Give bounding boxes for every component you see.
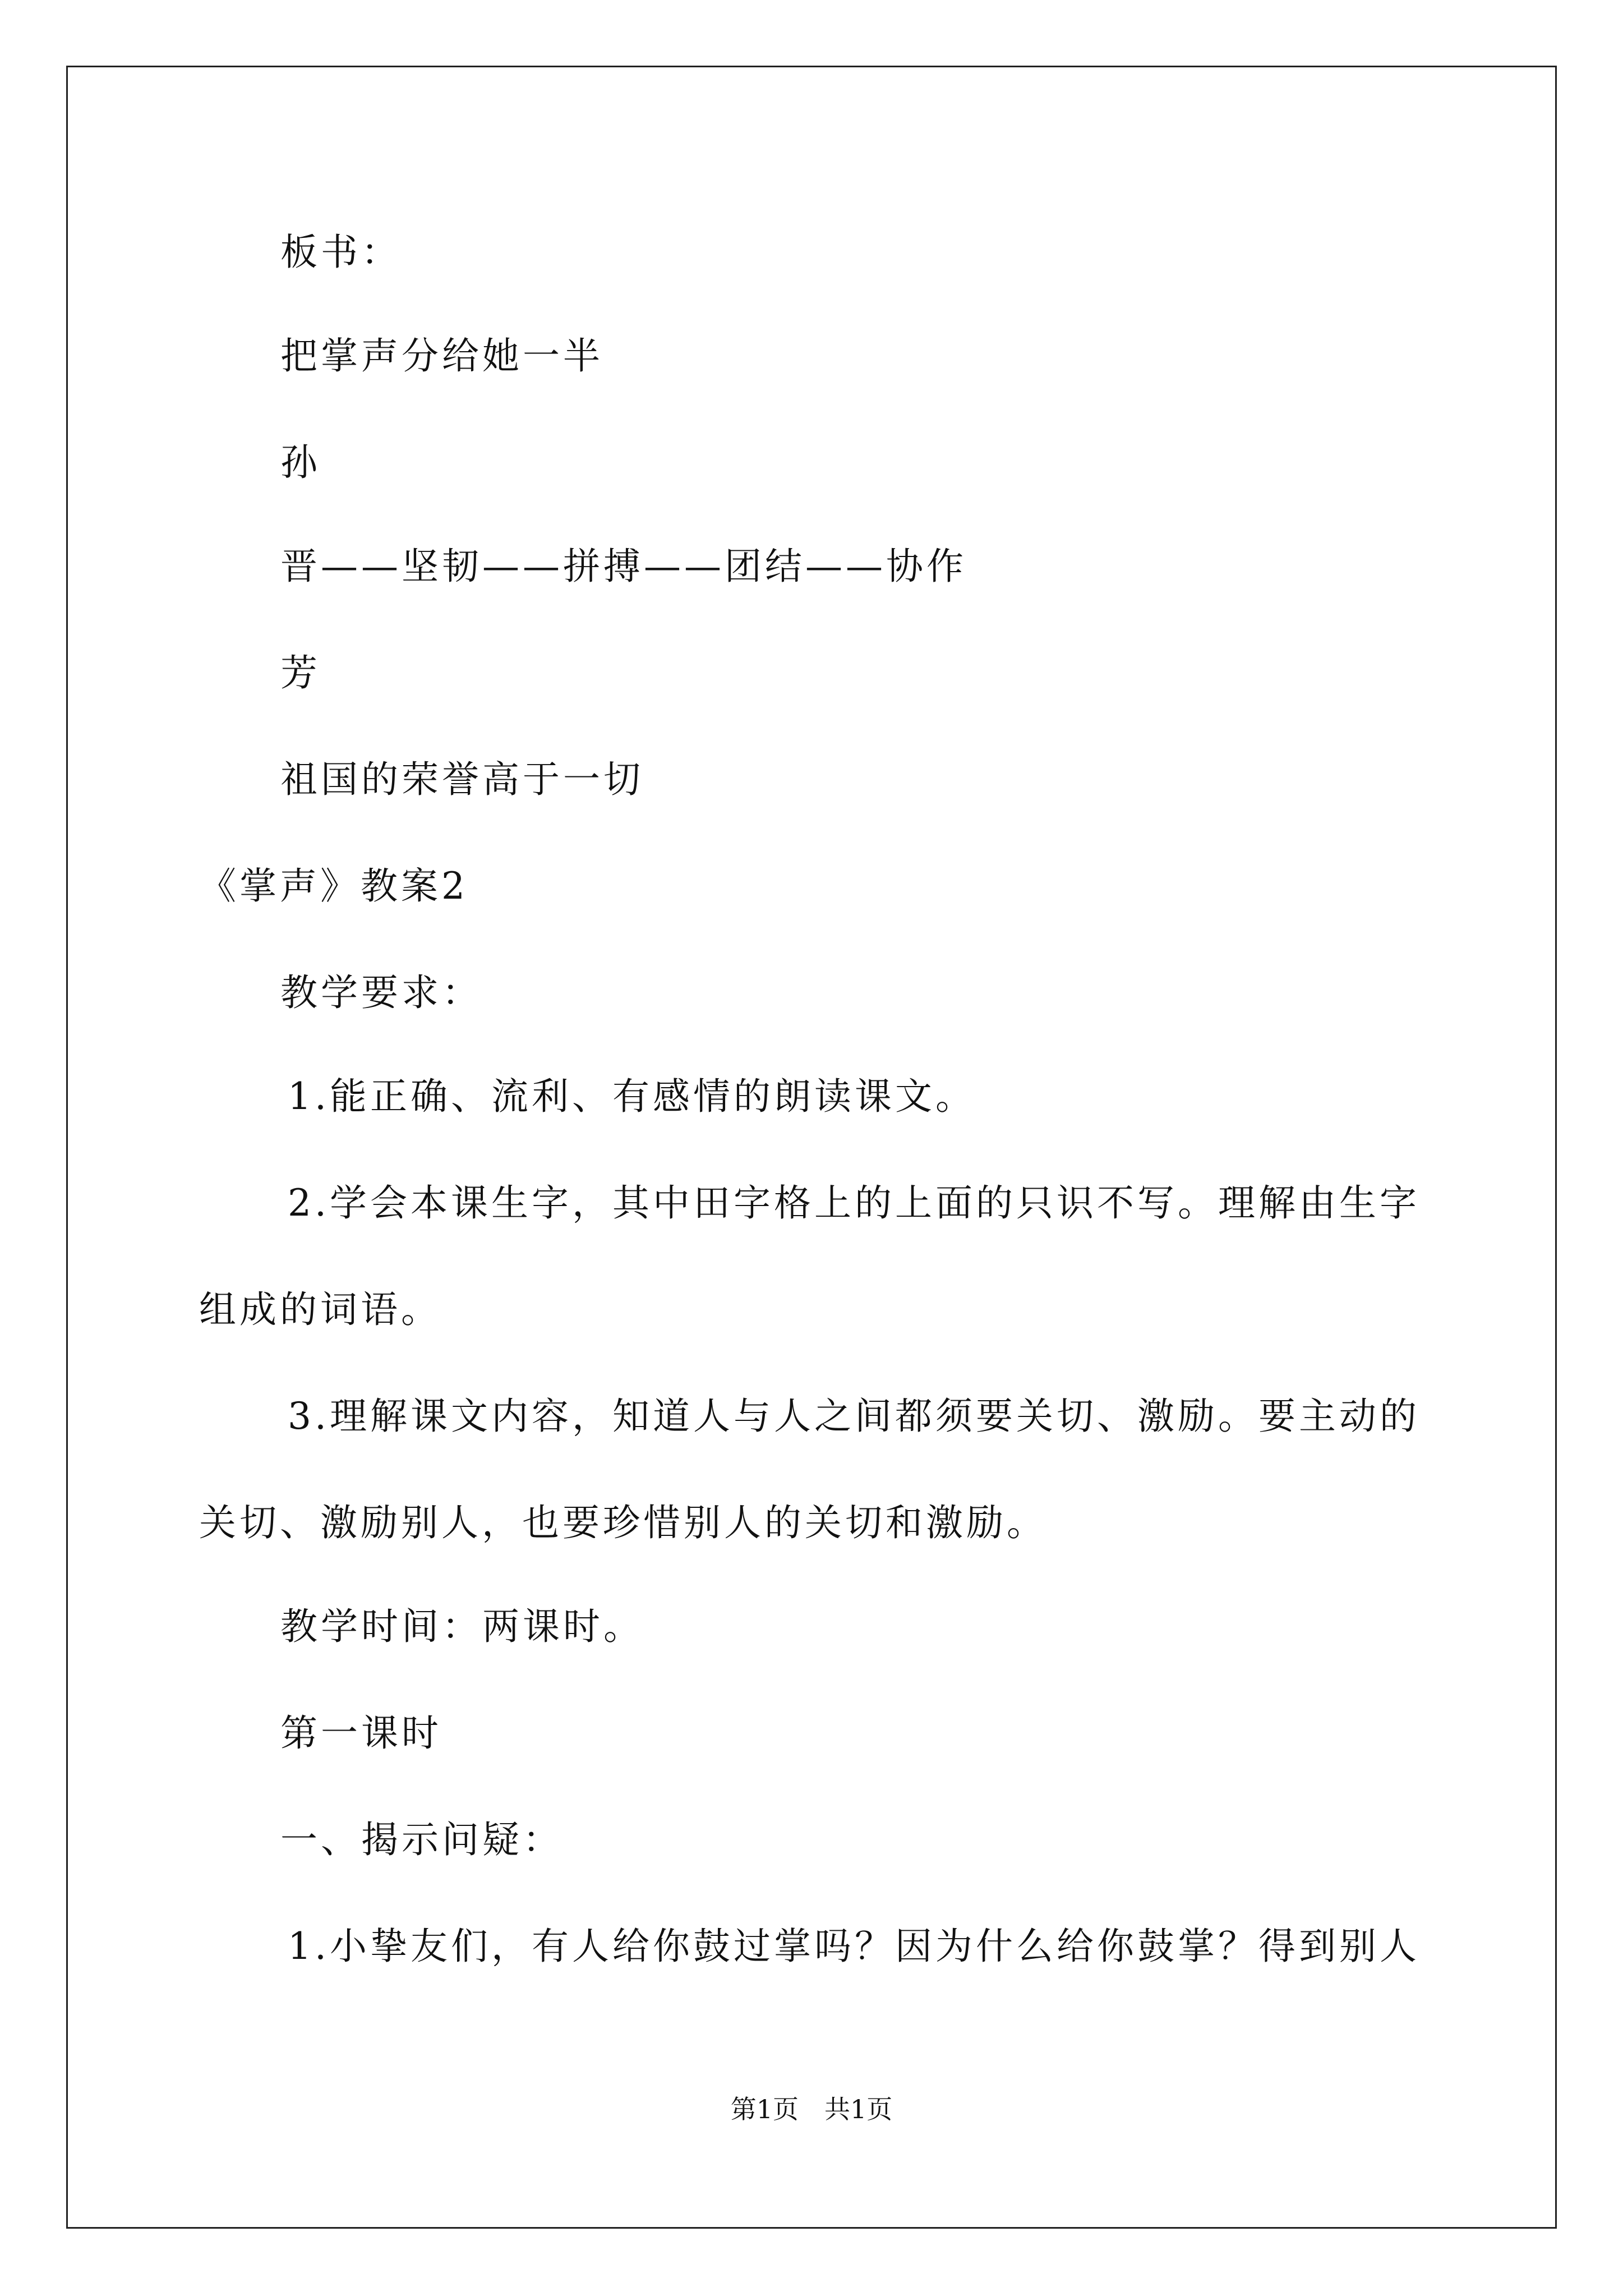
board-title: 把掌声分给她一半 xyxy=(280,334,603,378)
requirement-3-continued: 关切、激励别人，也要珍惜别人的关切和激励。 xyxy=(199,1501,1047,1544)
step-one-question: 1.小挚友们，有人给你鼓过掌吗？因为什么给你鼓掌？得到别人 xyxy=(288,1925,1420,1968)
teaching-requirements-heading: 教学要求： xyxy=(280,971,482,1014)
board-line-sun: 孙 xyxy=(280,441,321,484)
section-title: 《掌声》教案2 xyxy=(199,864,468,908)
step-one-heading: 一、揭示问疑： xyxy=(280,1818,563,1861)
first-lesson-heading: 第一课时 xyxy=(280,1711,442,1755)
requirement-3: 3.理解课文内容，知道人与人之间都须要关切、激励。要主动的 xyxy=(288,1395,1420,1438)
requirement-2-continued: 组成的词语。 xyxy=(199,1288,441,1331)
board-heading: 板书： xyxy=(280,231,402,274)
board-line-fang: 芳 xyxy=(280,651,321,694)
page-number: 第1页 共1页 xyxy=(730,2094,893,2124)
board-line-jin: 晋——坚韧——拼搏——团结——协作 xyxy=(280,545,967,588)
requirement-1: 1.能正确、流利、有感情的朗读课文。 xyxy=(288,1075,976,1118)
requirement-2: 2.学会本课生字，其中田字格上的上面的只识不写。理解由生字 xyxy=(288,1181,1420,1225)
teaching-time: 教学时间：两课时。 xyxy=(280,1605,644,1648)
page-border xyxy=(66,66,1557,2229)
board-line-honor: 祖国的荣誉高于一切 xyxy=(280,758,644,801)
